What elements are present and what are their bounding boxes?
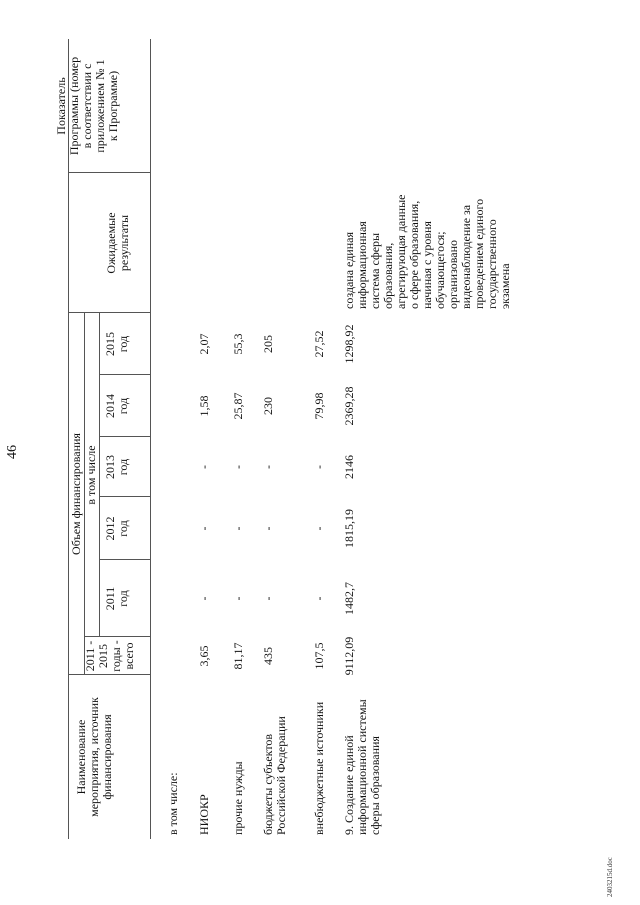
header-results: Ожидаемые результаты bbox=[104, 212, 131, 274]
cell-2015: 27,52 bbox=[312, 330, 326, 358]
cell-2012: - bbox=[197, 526, 211, 531]
header-year-2014: 2014 год bbox=[103, 394, 130, 418]
cell-2012: 1815,19 bbox=[342, 509, 356, 548]
cell-2011: - bbox=[231, 596, 245, 601]
including-divider bbox=[99, 313, 100, 637]
cell-2013: - bbox=[261, 465, 275, 469]
cell-total: 107,5 bbox=[312, 642, 326, 670]
header-including: в том числе bbox=[84, 445, 98, 505]
cell-2012: - bbox=[231, 526, 245, 531]
cell-2014: 2369,28 bbox=[342, 386, 356, 426]
cell-2012: - bbox=[312, 526, 326, 531]
cell-2011: - bbox=[261, 596, 275, 601]
header-bottom-border bbox=[150, 39, 151, 839]
cell-2014: 230 bbox=[261, 397, 275, 415]
header-year-2013: 2013 год bbox=[103, 455, 130, 479]
cell-2013: - bbox=[197, 465, 211, 469]
cell-2011: 1482,7 bbox=[342, 582, 356, 615]
page-number: 46 bbox=[5, 445, 20, 459]
cell-2014: 1,58 bbox=[197, 395, 211, 417]
header-funding-group: Объем финансирования bbox=[69, 433, 83, 555]
cell-total: 81,17 bbox=[231, 642, 245, 670]
header-indicator: Показатель Программы (номер в соответствии с приложением № 1 к Программе) bbox=[54, 56, 120, 156]
cell-2015: 2,07 bbox=[197, 333, 211, 355]
cell-total: 435 bbox=[261, 647, 275, 665]
cell-2011: - bbox=[197, 596, 211, 601]
cell-total: 9112,09 bbox=[342, 636, 356, 676]
row-label: 9. Создание единой информационной системы сферы образования bbox=[342, 699, 382, 835]
header-year-2012: 2012 год bbox=[103, 516, 130, 541]
row-label: внебюджетные источники bbox=[312, 701, 326, 835]
cell-2015: 205 bbox=[261, 335, 275, 353]
cell-2015: 55,3 bbox=[231, 333, 245, 355]
cell-2013: 2146 bbox=[342, 455, 356, 479]
row-label: прочие нужды bbox=[231, 761, 245, 835]
document-filename: 2403215d.doc bbox=[606, 857, 614, 897]
cell-2013: - bbox=[312, 465, 326, 469]
cell-2015: 1298,92 bbox=[342, 324, 356, 364]
cell-2014: 25,87 bbox=[231, 392, 245, 420]
cell-2012: - bbox=[261, 526, 275, 531]
cell-results: создана единая информационная система сферы образования, агрегирующая данные о сфере образования, начиная с уровня обучающегося; организовано видеонаблюдение за проведением единого государственного экзамена bbox=[342, 194, 512, 309]
cell-2013: - bbox=[231, 465, 245, 469]
cell-total: 3,65 bbox=[197, 645, 211, 667]
header-total: 2011 - 2015 годы - всего bbox=[83, 640, 136, 672]
row-label: бюджеты субъектов Российской Федерации bbox=[261, 716, 288, 835]
row-label-including: в том числе: bbox=[166, 772, 180, 835]
header-year-2015: 2015 год bbox=[103, 332, 130, 356]
cell-2011: - bbox=[312, 596, 326, 601]
row-label: НИОКР bbox=[197, 794, 211, 835]
cell-2014: 79,98 bbox=[312, 392, 326, 420]
header-year-2011: 2011 год bbox=[103, 586, 130, 611]
header-name: Наименование мероприятия, источник финансирования bbox=[74, 697, 114, 817]
